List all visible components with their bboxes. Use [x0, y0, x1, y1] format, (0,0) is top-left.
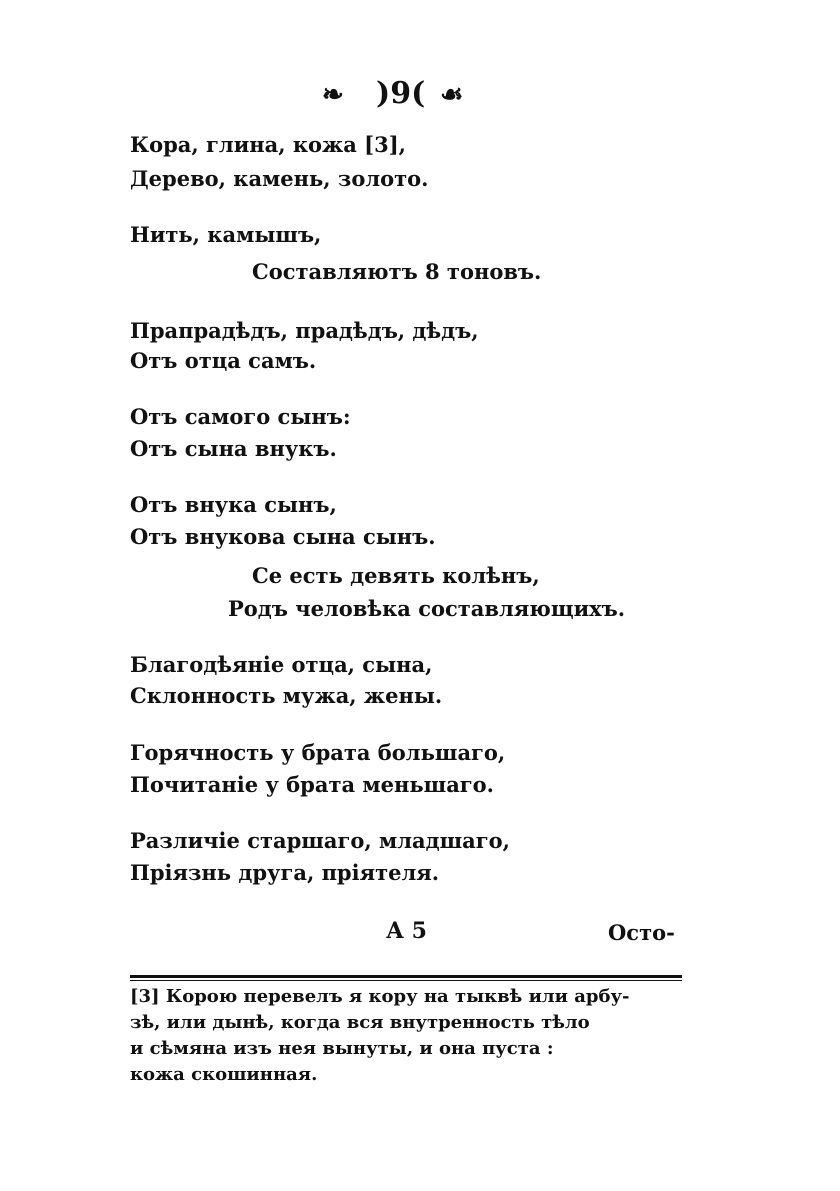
poem-line: Се есть девять колѣнъ,: [252, 563, 540, 588]
poem-line: Отъ внукова сына сынъ.: [130, 524, 436, 549]
footnote-rule: [130, 975, 682, 978]
poem-line: Отъ сына внукъ.: [130, 436, 337, 461]
footnote-line: зѣ, или дынѣ, когда вся внутренность тѣло: [130, 1012, 590, 1033]
poem-line: Отъ отца самъ.: [130, 348, 317, 373]
poem-line: Прапрадѣдъ, прадѣдъ, дѣдъ,: [130, 318, 479, 343]
poem-line: Родъ человѣка составляющихъ.: [228, 596, 626, 621]
ornament-right-icon: ☙: [440, 80, 466, 110]
catchword: Осто-: [608, 920, 675, 945]
poem-line: Составляютъ 8 тоновъ.: [252, 259, 542, 284]
poem-line: Горячность у брата большаго,: [130, 740, 506, 765]
poem-line: Благодѣяніе отца, сына,: [130, 652, 433, 677]
poem-line: Склонность мужа, жены.: [130, 683, 443, 708]
poem-line: Отъ внука сынъ,: [130, 492, 337, 517]
poem-line: Кора, глина, кожа [3],: [130, 132, 406, 157]
footnote-rule-thin: [130, 980, 682, 981]
signature-mark: А 5: [386, 918, 427, 944]
poem-line: Нить, камышъ,: [130, 222, 322, 247]
page-number: )9(: [376, 76, 426, 111]
footnote-line: кожа скошинная.: [130, 1064, 318, 1085]
poem-line: Отъ самого сынъ:: [130, 404, 351, 429]
footnote-line: и сѣмяна изъ нея вынуты, и она пуста :: [130, 1038, 554, 1059]
footnote-line: [3] Корою перевелъ я кору на тыквѣ или арбу-: [130, 986, 630, 1007]
poem-line: Почитаніе у брата меньшаго.: [130, 772, 494, 797]
ornament-left-icon: ❧: [322, 80, 346, 110]
poem-line: Дерево, камень, золото.: [130, 166, 429, 191]
poem-line: Пріязнь друга, пріятеля.: [130, 860, 440, 885]
poem-line: Различіе старшаго, младшаго,: [130, 828, 510, 853]
